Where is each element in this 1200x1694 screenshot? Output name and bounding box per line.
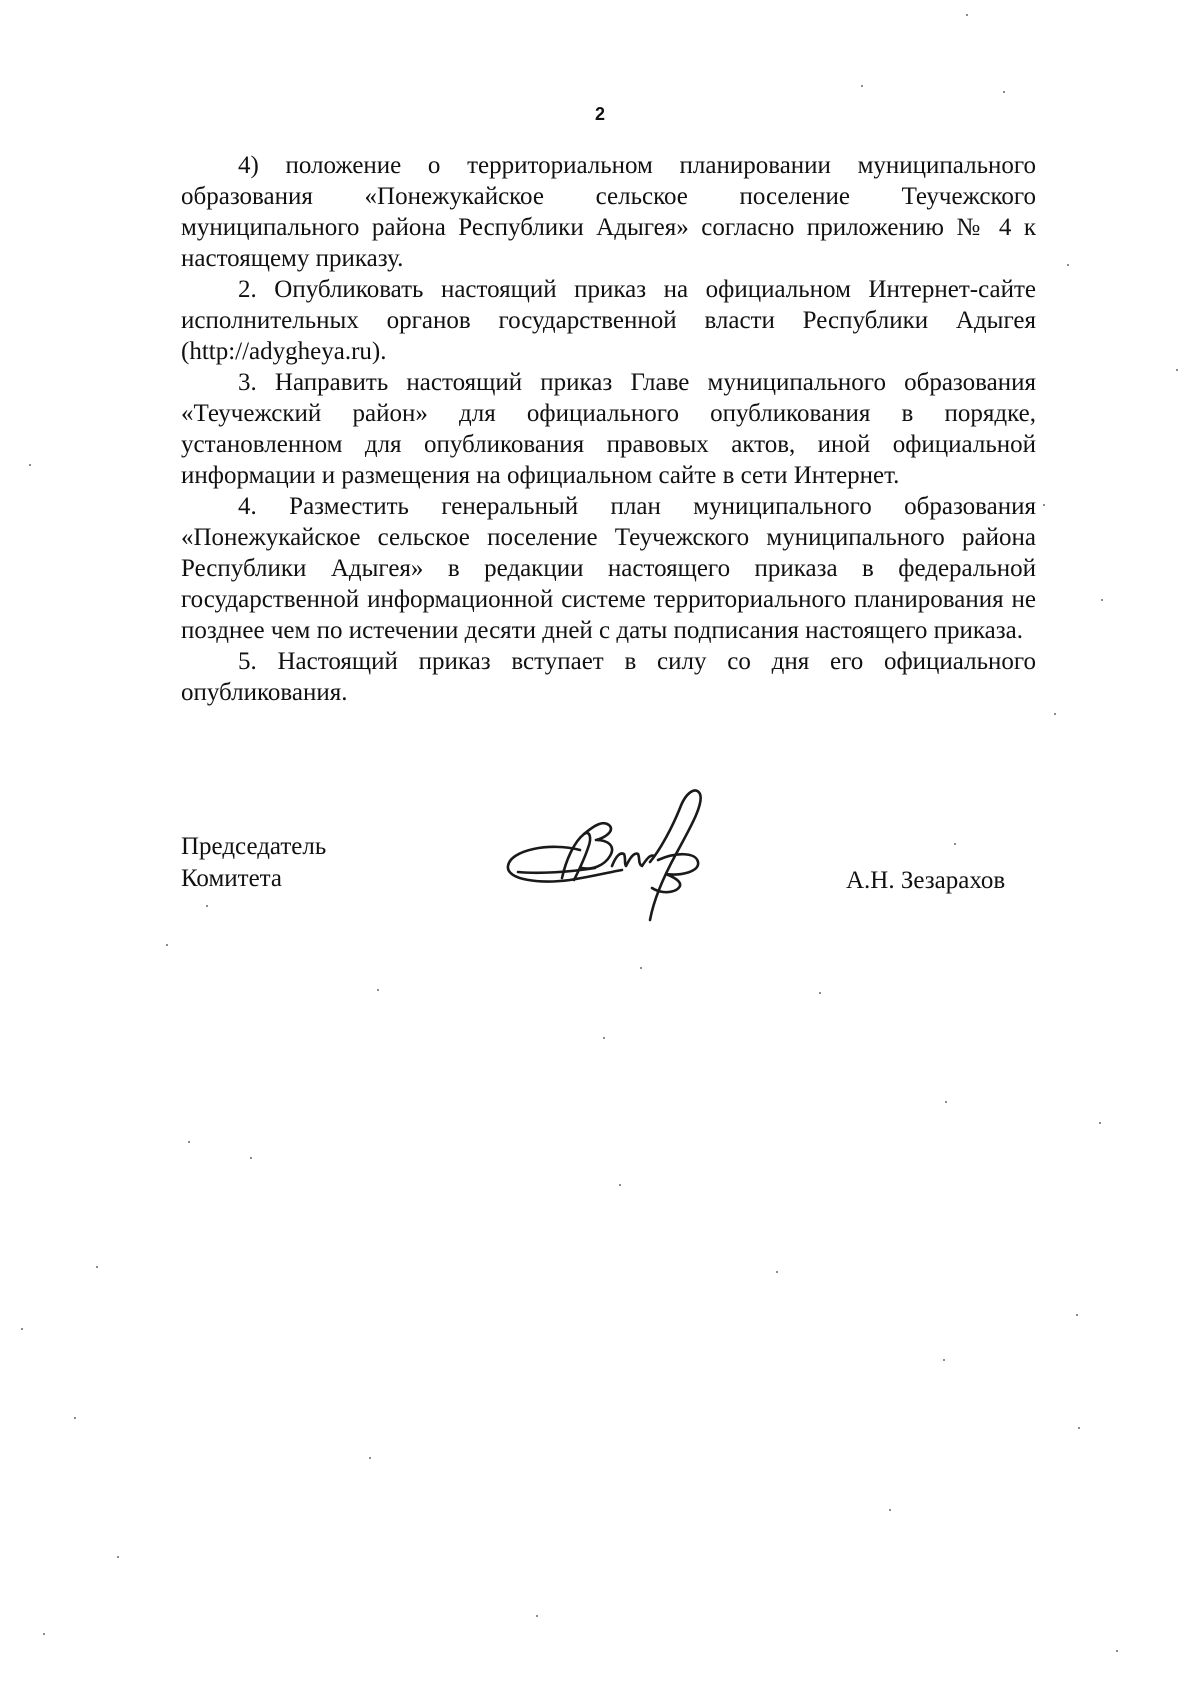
paragraph-item-3: 3. Направить настоящий приказ Главе муниципального образования «Теучежский район» для официального опубликования в порядке, установленном для опубликования правовых актов, иной официальной информации и размещения на официальном сайте в сети Интернет. (181, 369, 1036, 489)
handwritten-signature (500, 780, 730, 930)
paragraph-item-2: 2. Опубликовать настоящий приказ на официальном Интернет-сайте исполнительных органов государственной власти Республики Адыгея (http://adygheya.ru). (181, 276, 1036, 365)
paragraph-item-4-subpoint: 4) положение о территориальном планировании муниципального образования «Понежукайское сельское поселение Теучежского муниципального района Республики Адыгея» согласно приложению № 4 к настоящему приказу. (181, 152, 1036, 272)
document-body (181, 150, 1036, 708)
position-line-1: Председатель (181, 833, 327, 860)
signatory-name: А.Н. Зезарахов (846, 867, 1006, 894)
paragraph-item-5: 5. Настоящий приказ вступает в силу со дня его официального опубликования. (181, 648, 1036, 706)
position-line-2: Комитета (181, 865, 283, 892)
page-number: 2 (594, 104, 605, 124)
signatory-position (181, 831, 326, 895)
paragraph-item-4: 4. Разместить генеральный план муниципального образования «Понежукайское сельское поселение Теучежского муниципального района Республики Адыгея» в редакции настоящего приказа в федеральной государственной информационной системе территориального планирования не позднее чем по истечении десяти дней с даты подписания настоящего приказа. (181, 493, 1036, 644)
